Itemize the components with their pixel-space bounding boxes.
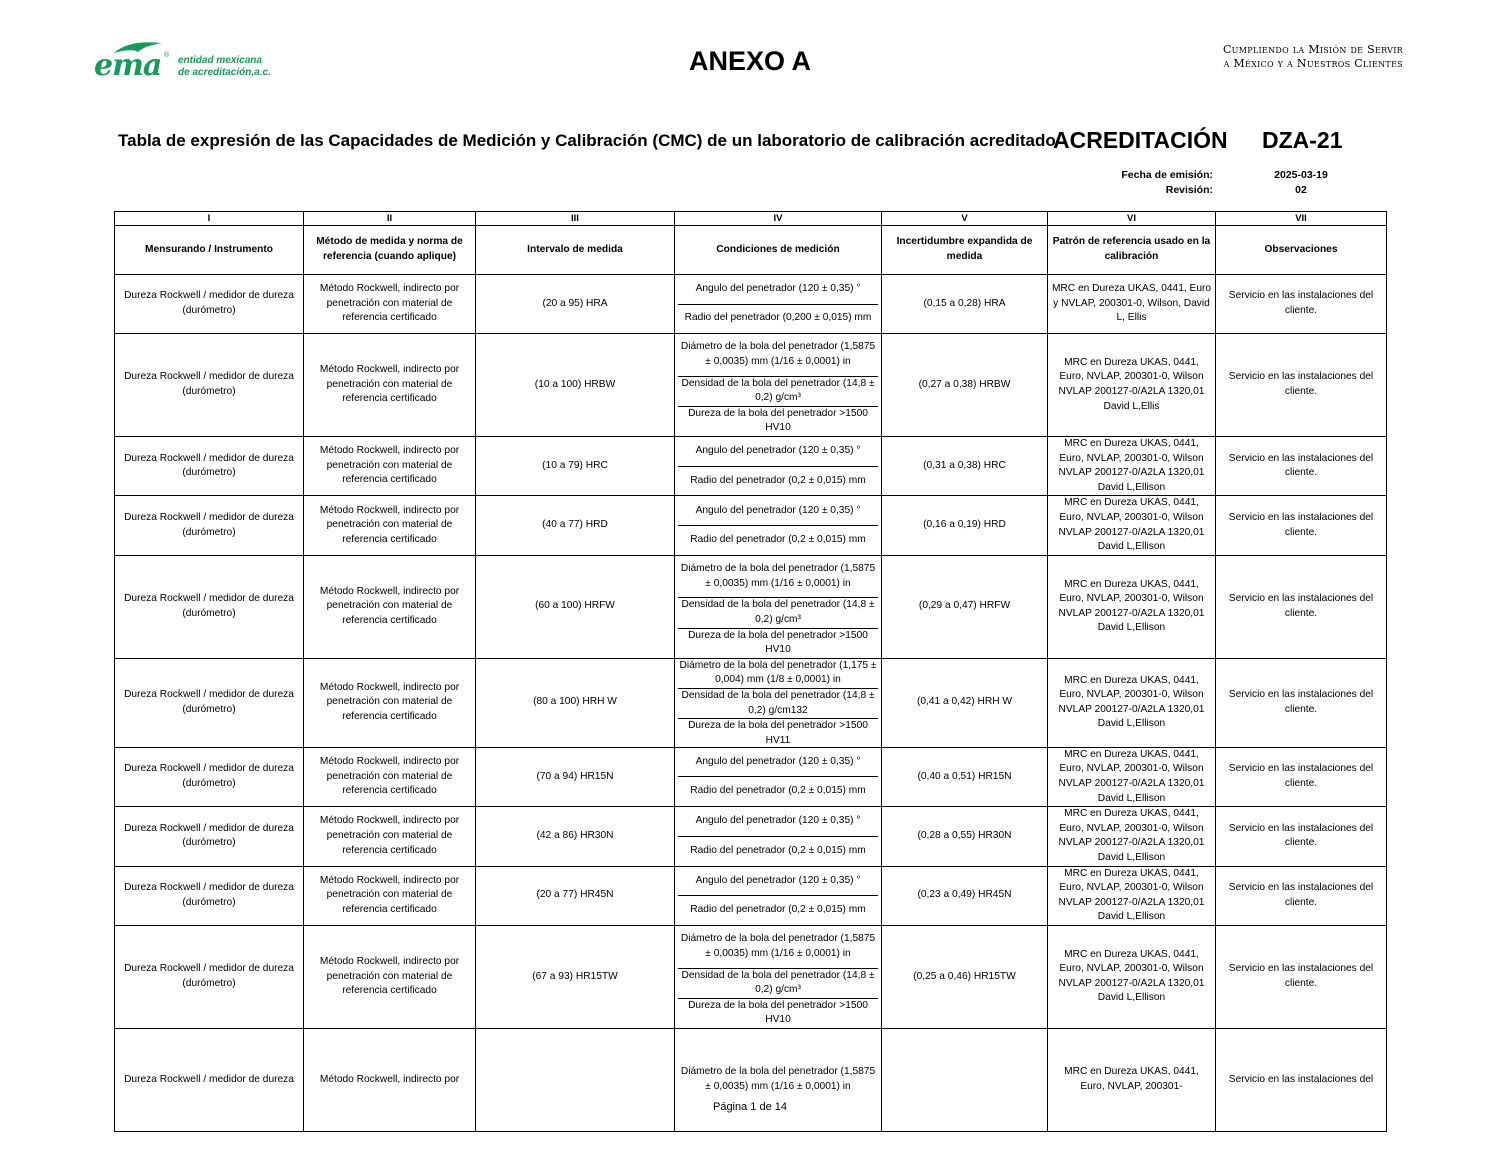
range-cell bbox=[476, 1028, 675, 1131]
uncertainty-cell: (0,41 a 0,42) HRH W bbox=[882, 658, 1048, 747]
condition-item bbox=[678, 407, 878, 436]
condition-item bbox=[678, 275, 878, 305]
range-cell: (60 a 100) HRFW bbox=[476, 555, 675, 658]
uncertainty-cell: (0,25 a 0,46) HR15TW bbox=[882, 925, 1048, 1028]
condition-text: Diámetro de la bola del penetrador (1,5875 ± 0,0035) mm (1/16 ± 0,0001) in bbox=[680, 933, 876, 959]
condition-text: Densidad de la bola del penetrador (14,8 ± 0,2) g/cm³ bbox=[681, 377, 875, 404]
condition-text: Dureza de la bola del penetrador >1500 HV10 bbox=[688, 999, 868, 1026]
table-row bbox=[115, 437, 1387, 496]
column-header-3: Intervalo de medida bbox=[476, 226, 675, 275]
column-header-4: Condiciones de medición bbox=[675, 226, 882, 275]
slogan bbox=[1223, 43, 1403, 71]
notes-cell: Servicio en las instalaciones del cliente. bbox=[1216, 658, 1387, 747]
table-row bbox=[115, 334, 1387, 437]
conditions-cell bbox=[675, 275, 882, 334]
conditions-cell bbox=[675, 658, 882, 747]
condition-text: Radio del penetrador (0,2 ± 0,015) mm bbox=[690, 785, 866, 797]
annex-title: ANEXO A bbox=[688, 46, 811, 76]
condition-item bbox=[678, 659, 878, 689]
condition-item bbox=[678, 896, 878, 925]
condition-item bbox=[678, 777, 878, 806]
conditions-list bbox=[678, 659, 878, 747]
standard-cell: MRC en Dureza UKAS, 0441, Euro, NVLAP, 200301- bbox=[1048, 1028, 1216, 1131]
condition-item bbox=[678, 629, 878, 658]
instrument-cell: Dureza Rockwell / medidor de dureza (durómetro) bbox=[115, 496, 304, 555]
logo-tagline-1: entidad mexicana bbox=[178, 55, 262, 66]
roman-header-1: I bbox=[115, 212, 304, 226]
instrument-cell: Dureza Rockwell / medidor de dureza (durómetro) bbox=[115, 747, 304, 806]
notes-cell: Servicio en las instalaciones del cliente. bbox=[1216, 747, 1387, 806]
document-title: Tabla de expresión de las Capacidades de Medición y Calibración (CMC) de un laboratorio de calibración acreditado bbox=[118, 131, 1056, 150]
condition-text: Angulo del penetrador (120 ± 0,35) ° bbox=[695, 755, 861, 767]
column-header-5: Incertidumbre expandida de medida bbox=[882, 226, 1048, 275]
condition-item bbox=[678, 748, 878, 778]
roman-header-2: II bbox=[304, 212, 476, 226]
method-cell: Método Rockwell, indirecto por penetración con material de referencia certificado bbox=[304, 437, 476, 496]
roman-header-6: VI bbox=[1048, 212, 1216, 226]
condition-text: Angulo del penetrador (120 ± 0,35) ° bbox=[695, 874, 861, 886]
method-cell: Método Rockwell, indirecto por penetración con material de referencia certificado bbox=[304, 555, 476, 658]
roman-numeral-row bbox=[115, 212, 1387, 226]
table-row bbox=[115, 1028, 1387, 1131]
conditions-list bbox=[678, 556, 878, 658]
uncertainty-cell: (0,15 a 0,28) HRA bbox=[882, 275, 1048, 334]
condition-text: Dureza de la bola del penetrador >1500 HV10 bbox=[688, 407, 868, 434]
condition-item bbox=[678, 926, 878, 969]
condition-item bbox=[678, 719, 878, 748]
instrument-cell: Dureza Rockwell / medidor de dureza bbox=[115, 1028, 304, 1131]
condition-item bbox=[678, 556, 878, 599]
roman-header-7: VII bbox=[1216, 212, 1387, 226]
method-cell: Método Rockwell, indirecto por penetración con material de referencia certificado bbox=[304, 275, 476, 334]
column-header-6: Patrón de referencia usado en la calibración bbox=[1048, 226, 1216, 275]
notes-cell: Servicio en las instalaciones del cliente. bbox=[1216, 807, 1387, 866]
condition-item bbox=[678, 497, 878, 527]
conditions-list bbox=[678, 926, 878, 1028]
standard-cell: MRC en Dureza UKAS, 0441, Euro, NVLAP, 200301-0, Wilson NVLAP 200127-0/A2LA 1320,01 David L,Ellison bbox=[1048, 925, 1216, 1028]
conditions-list bbox=[678, 1029, 878, 1131]
column-header-row bbox=[115, 226, 1387, 275]
instrument-cell: Dureza Rockwell / medidor de dureza (durómetro) bbox=[115, 437, 304, 496]
condition-text: Diámetro de la bola del penetrador (1,5875 ± 0,0035) mm (1/16 ± 0,0001) in bbox=[680, 562, 876, 589]
logo-wordmark: ema bbox=[94, 48, 162, 83]
conditions-list bbox=[678, 497, 878, 555]
condition-item bbox=[678, 867, 878, 897]
condition-text: Radio del penetrador (0,2 ± 0,015) mm bbox=[690, 474, 866, 486]
table-row bbox=[115, 496, 1387, 555]
notes-cell: Servicio en las instalaciones del cliente. bbox=[1216, 925, 1387, 1028]
condition-text: Angulo del penetrador (120 ± 0,35) ° bbox=[695, 445, 861, 457]
instrument-cell: Dureza Rockwell / medidor de dureza (durómetro) bbox=[115, 807, 304, 866]
condition-item bbox=[678, 467, 878, 496]
range-cell: (40 a 77) HRD bbox=[476, 496, 675, 555]
method-cell: Método Rockwell, indirecto por penetración con material de referencia certificado bbox=[304, 747, 476, 806]
conditions-cell bbox=[675, 334, 882, 437]
notes-cell: Servicio en las instalaciones del cliente. bbox=[1216, 334, 1387, 437]
uncertainty-cell: (0,28 a 0,55) HR30N bbox=[882, 807, 1048, 866]
standard-cell: MRC en Dureza UKAS, 0441, Euro, NVLAP, 200301-0, Wilson NVLAP 200127-0/A2LA 1320,01 David L,Ellis bbox=[1048, 334, 1216, 437]
table-row bbox=[115, 747, 1387, 806]
range-cell: (67 a 93) HR15TW bbox=[476, 925, 675, 1028]
method-cell: Método Rockwell, indirecto por penetración con material de referencia certificado bbox=[304, 925, 476, 1028]
condition-text: Angulo del penetrador (120 ± 0,35) ° bbox=[695, 815, 861, 827]
condition-item bbox=[678, 689, 878, 719]
roman-header-3: III bbox=[476, 212, 675, 226]
standard-cell: MRC en Dureza UKAS, 0441, Euro, NVLAP, 200301-0, Wilson NVLAP 200127-0/A2LA 1320,01 David L,Ellison bbox=[1048, 747, 1216, 806]
range-cell: (20 a 95) HRA bbox=[476, 275, 675, 334]
table-row bbox=[115, 925, 1387, 1028]
conditions-list bbox=[678, 437, 878, 495]
range-cell: (70 a 94) HR15N bbox=[476, 747, 675, 806]
conditions-list bbox=[678, 748, 878, 806]
uncertainty-cell: (0,40 a 0,51) HR15N bbox=[882, 747, 1048, 806]
standard-cell: MRC en Dureza UKAS, 0441, Euro, NVLAP, 200301-0, Wilson NVLAP 200127-0/A2LA 1320,01 David L,Ellison bbox=[1048, 555, 1216, 658]
range-cell: (20 a 77) HR45N bbox=[476, 866, 675, 925]
cmc-table bbox=[114, 211, 1387, 1132]
range-cell: (80 a 100) HRH W bbox=[476, 658, 675, 747]
condition-text: Angulo del penetrador (120 ± 0,35) ° bbox=[695, 282, 861, 294]
condition-item bbox=[678, 969, 878, 999]
standard-cell: MRC en Dureza UKAS, 0441, Euro, NVLAP, 200301-0, Wilson NVLAP 200127-0/A2LA 1320,01 David L,Ellison bbox=[1048, 496, 1216, 555]
accreditation-label: ACREDITACIÓN bbox=[1053, 127, 1228, 153]
instrument-cell: Dureza Rockwell / medidor de dureza (durómetro) bbox=[115, 925, 304, 1028]
condition-text: Diámetro de la bola del penetrador (1,5875 ± 0,0035) mm (1/16 ± 0,0001) in bbox=[680, 341, 876, 367]
instrument-cell: Dureza Rockwell / medidor de dureza (durómetro) bbox=[115, 658, 304, 747]
standard-cell: MRC en Dureza UKAS, 0441, Euro, NVLAP, 200301-0, Wilson NVLAP 200127-0/A2LA 1320,01 David L,Ellison bbox=[1048, 807, 1216, 866]
range-cell: (10 a 79) HRC bbox=[476, 437, 675, 496]
instrument-cell: Dureza Rockwell / medidor de dureza (durómetro) bbox=[115, 555, 304, 658]
condition-text: Radio del penetrador (0,200 ± 0,015) mm bbox=[684, 312, 872, 324]
column-header-7: Observaciones bbox=[1216, 226, 1387, 275]
conditions-cell bbox=[675, 866, 882, 925]
notes-cell: Servicio en las instalaciones del cliente. bbox=[1216, 496, 1387, 555]
uncertainty-cell: (0,27 a 0,38) HRBW bbox=[882, 334, 1048, 437]
revision-value: 02 bbox=[1295, 184, 1307, 196]
uncertainty-cell: (0,29 a 0,47) HRFW bbox=[882, 555, 1048, 658]
column-header-1: Mensurando / Instrumento bbox=[115, 226, 304, 275]
condition-item bbox=[678, 837, 878, 866]
method-cell: Método Rockwell, indirecto por penetración con material de referencia certificado bbox=[304, 807, 476, 866]
conditions-cell bbox=[675, 807, 882, 866]
condition-item bbox=[678, 526, 878, 555]
column-header-2: Método de medida y norma de referencia (cuando aplique) bbox=[304, 226, 476, 275]
condition-item bbox=[678, 1029, 878, 1131]
condition-item bbox=[678, 334, 878, 377]
logo-registered-mark: ® bbox=[164, 52, 170, 59]
condition-item bbox=[678, 377, 878, 407]
table-row bbox=[115, 866, 1387, 925]
condition-item bbox=[678, 999, 878, 1028]
notes-cell: Servicio en las instalaciones del cliente. bbox=[1216, 866, 1387, 925]
conditions-list bbox=[678, 334, 878, 436]
issue-date-value: 2025-03-19 bbox=[1274, 169, 1328, 181]
table-row bbox=[115, 658, 1387, 747]
condition-text: Diámetro de la bola del penetrador (1,5875 ± 0,0035) mm (1/16 ± 0,0001) in bbox=[680, 1066, 876, 1092]
conditions-list bbox=[678, 867, 878, 925]
instrument-cell: Dureza Rockwell / medidor de dureza (durómetro) bbox=[115, 275, 304, 334]
logo-tagline-2: de acreditación,a.c. bbox=[178, 67, 271, 78]
instrument-cell: Dureza Rockwell / medidor de dureza (durómetro) bbox=[115, 866, 304, 925]
condition-text: Densidad de la bola del penetrador (14,8 ± 0,2) g/cm³ bbox=[681, 969, 875, 996]
accreditation-code: DZA-21 bbox=[1262, 127, 1343, 153]
conditions-list bbox=[678, 807, 878, 865]
notes-cell: Servicio en las instalaciones del bbox=[1216, 1028, 1387, 1131]
condition-item bbox=[678, 807, 878, 837]
conditions-cell bbox=[675, 555, 882, 658]
table-row bbox=[115, 275, 1387, 334]
uncertainty-cell bbox=[882, 1028, 1048, 1131]
condition-text: Dureza de la bola del penetrador >1500 HV11 bbox=[688, 720, 868, 746]
conditions-cell bbox=[675, 747, 882, 806]
uncertainty-cell: (0,16 a 0,19) HRD bbox=[882, 496, 1048, 555]
notes-cell: Servicio en las instalaciones del cliente. bbox=[1216, 437, 1387, 496]
condition-text: Dureza de la bola del penetrador >1500 HV10 bbox=[688, 629, 868, 656]
range-cell: (42 a 86) HR30N bbox=[476, 807, 675, 866]
uncertainty-cell: (0,23 a 0,49) HR45N bbox=[882, 866, 1048, 925]
condition-text: Diámetro de la bola del penetrador (1,175 ± 0,004) mm (1/8 ± 0,0001) in bbox=[679, 659, 877, 686]
conditions-cell bbox=[675, 437, 882, 496]
method-cell: Método Rockwell, indirecto por penetración con material de referencia certificado bbox=[304, 496, 476, 555]
table-row bbox=[115, 807, 1387, 866]
slogan-line-1: Cumpliendo la Misión de Servir bbox=[1222, 43, 1403, 56]
issue-date-label: Fecha de emisión: bbox=[1121, 169, 1213, 181]
condition-item bbox=[678, 598, 878, 628]
method-cell: Método Rockwell, indirecto por bbox=[304, 1028, 476, 1131]
range-cell: (10 a 100) HRBW bbox=[476, 334, 675, 437]
uncertainty-cell: (0,31 a 0,38) HRC bbox=[882, 437, 1048, 496]
condition-item bbox=[678, 437, 878, 467]
table-row bbox=[115, 555, 1387, 658]
roman-header-5: V bbox=[882, 212, 1048, 226]
condition-text: Radio del penetrador (0,2 ± 0,015) mm bbox=[690, 904, 866, 916]
method-cell: Método Rockwell, indirecto por penetración con material de referencia certificado bbox=[304, 334, 476, 437]
conditions-cell bbox=[675, 1028, 882, 1131]
roman-header-4: IV bbox=[675, 212, 882, 226]
instrument-cell: Dureza Rockwell / medidor de dureza (durómetro) bbox=[115, 334, 304, 437]
conditions-cell bbox=[675, 496, 882, 555]
method-cell: Método Rockwell, indirecto por penetración con material de referencia certificado bbox=[304, 866, 476, 925]
condition-text: Densidad de la bola del penetrador (14,8 ± 0,2) g/cm132 bbox=[681, 689, 875, 716]
standard-cell: MRC en Dureza UKAS, 0441, Euro, NVLAP, 200301-0, Wilson NVLAP 200127-0/A2LA 1320,01 David L,Ellison bbox=[1048, 658, 1216, 747]
method-cell: Método Rockwell, indirecto por penetración con material de referencia certificado bbox=[304, 658, 476, 747]
conditions-cell bbox=[675, 925, 882, 1028]
condition-item bbox=[678, 305, 878, 334]
cmc-table-container bbox=[114, 211, 1386, 1092]
notes-cell: Servicio en las instalaciones del cliente. bbox=[1216, 275, 1387, 334]
page-number: Página 1 de 14 bbox=[712, 1101, 787, 1113]
condition-text: Angulo del penetrador (120 ± 0,35) ° bbox=[695, 504, 861, 516]
revision-label: Revisión: bbox=[1165, 184, 1213, 196]
condition-text: Radio del penetrador (0,2 ± 0,015) mm bbox=[690, 844, 866, 856]
standard-cell: MRC en Dureza UKAS, 0441, Euro, NVLAP, 200301-0, Wilson NVLAP 200127-0/A2LA 1320,01 David L,Ellison bbox=[1048, 437, 1216, 496]
standard-cell: MRC en Dureza UKAS, 0441, Euro, NVLAP, 200301-0, Wilson NVLAP 200127-0/A2LA 1320,01 David L,Ellison bbox=[1048, 866, 1216, 925]
condition-text: Densidad de la bola del penetrador (14,8 ± 0,2) g/cm³ bbox=[681, 599, 875, 625]
slogan-line-2: a México y a Nuestros Clientes bbox=[1223, 57, 1403, 70]
notes-cell: Servicio en las instalaciones del cliente. bbox=[1216, 555, 1387, 658]
condition-text: Radio del penetrador (0,2 ± 0,015) mm bbox=[690, 534, 866, 546]
conditions-list bbox=[678, 275, 878, 333]
standard-cell: MRC en Dureza UKAS, 0441, Euro y NVLAP, 200301-0, Wilson, David L, Ellis bbox=[1048, 275, 1216, 334]
